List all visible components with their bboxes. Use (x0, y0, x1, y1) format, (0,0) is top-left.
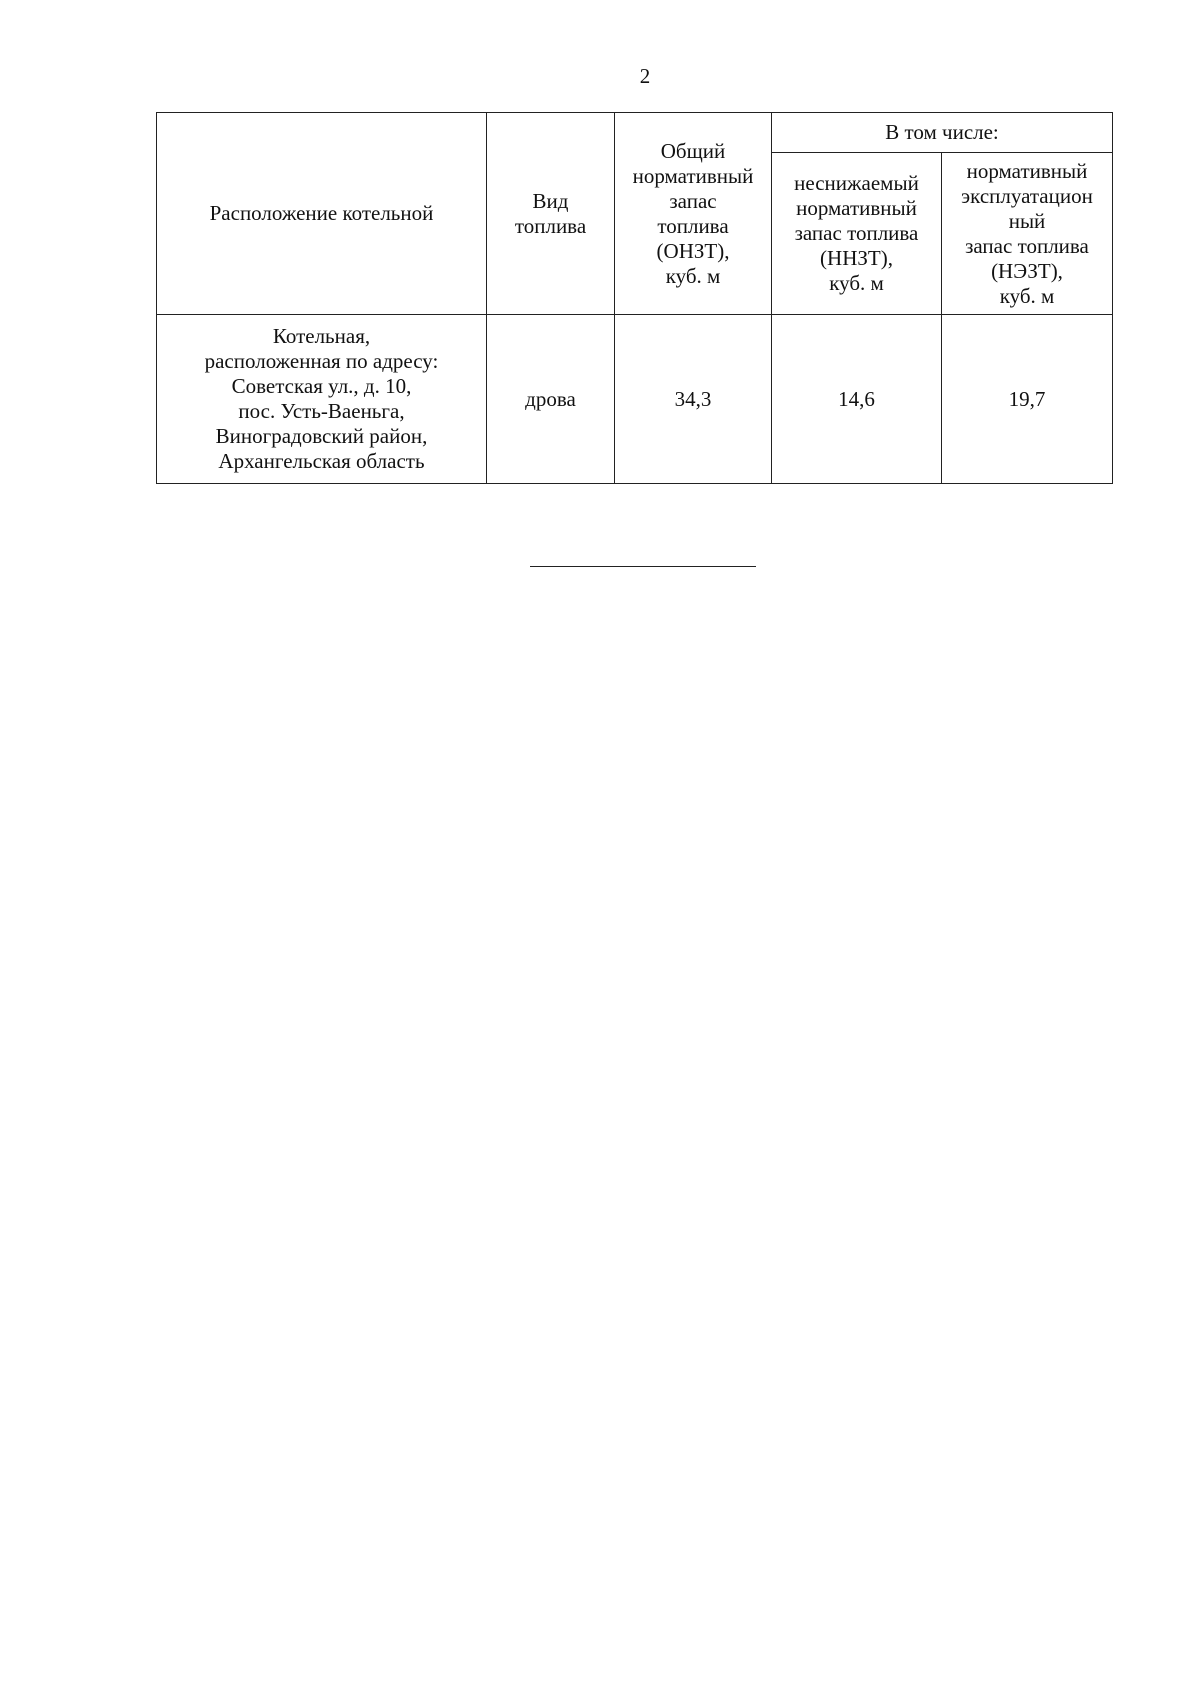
header-nnzt: неснижаемый нормативный запас топлива (ННЗТ), куб. м (772, 153, 942, 315)
header-fuel-type: Вид топлива (487, 113, 615, 315)
end-divider (530, 566, 756, 567)
table-row (157, 315, 1113, 484)
cell-nezt: 19,7 (942, 315, 1113, 484)
table-header-row (157, 113, 1113, 153)
page-number: 2 (639, 64, 651, 88)
cell-fuel-type: дрова (487, 315, 615, 484)
cell-location: Котельная, расположенная по адресу: Советская ул., д. 10, пос. Усть-Ваеньга, Виноградовский район, Архангельская область (157, 315, 487, 484)
cell-nnzt: 14,6 (772, 315, 942, 484)
header-nezt: нормативный эксплуатацион ный запас топлива (НЭЗТ), куб. м (942, 153, 1113, 315)
cell-total-reserve: 34,3 (615, 315, 772, 484)
header-location: Расположение котельной (157, 113, 487, 315)
header-group-including: В том числе: (772, 113, 1113, 153)
fuel-reserve-table (156, 112, 1113, 484)
header-total-reserve: Общий нормативный запас топлива (ОНЗТ), куб. м (615, 113, 772, 315)
